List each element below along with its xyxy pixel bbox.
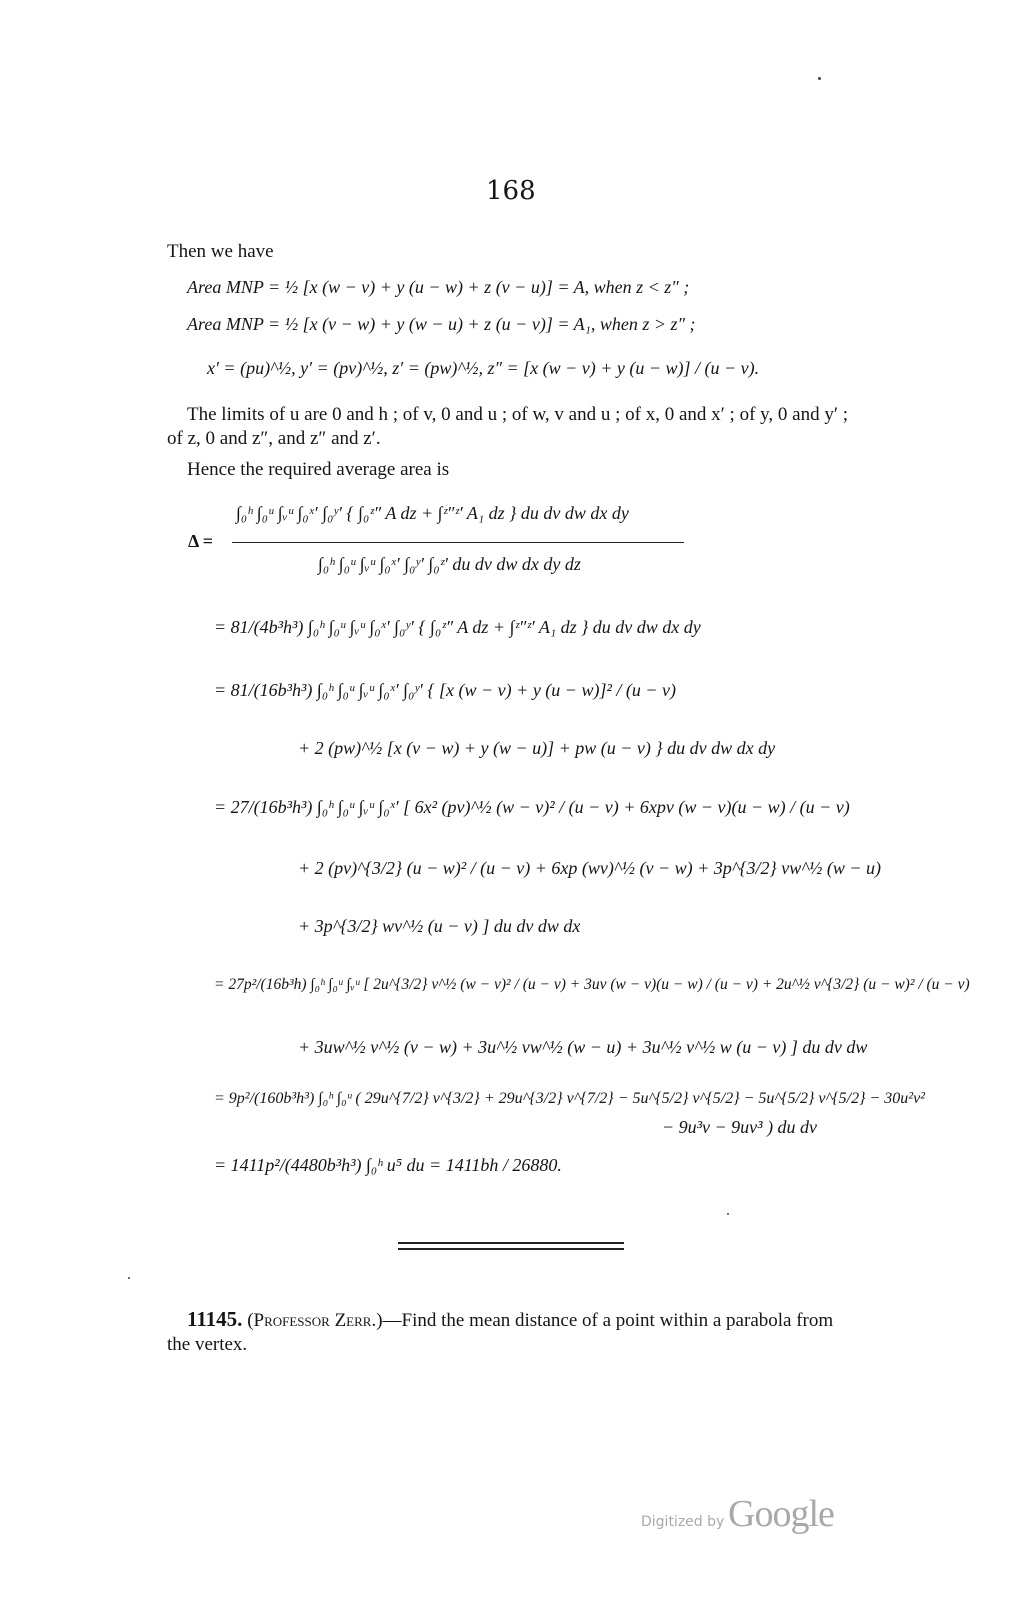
equation-area-2: Area MNP = ½ [x (v − w) + y (w − u) + z (u − v)] = A₁, when z > z″ ; <box>187 314 696 334</box>
hence-text: Hence the required average area is <box>187 459 450 480</box>
equation-area-1: Area MNP = ½ [x (w − v) + y (u − w) + z (v − u)] = A, when z < z″ ; <box>187 277 690 297</box>
delta-fraction-bar <box>232 542 684 543</box>
equation-step-3a: = 27/(16b³h³) ∫₀ʰ ∫₀ᵘ ∫ᵥᵘ ∫₀ˣ′ [ 6x² (pv)^½ (w − v)² / (u − v) + 6xpv (w − v)(u − w) / (u − v) <box>214 797 850 817</box>
equation-step-1: = 81/(4b³h³) ∫₀ʰ ∫₀ᵘ ∫ᵥᵘ ∫₀ˣ′ ∫₀ʸ′ { ∫₀ᶻ″ A dz + ∫ᶻ″ᶻ′ A₁ dz } du dv dw dx dy <box>214 617 701 637</box>
page-number: 168 <box>486 176 536 206</box>
equation-step-6: = 1411p²/(4480b³h³) ∫₀ʰ u⁵ du = 1411bh / 26880. <box>214 1155 562 1175</box>
equation-step-3b: + 2 (pv)^{3/2} (u − w)² / (u − v) + 6xp (wv)^½ (v − w) + 3p^{3/2} vw^½ (w − u) <box>298 858 881 878</box>
delta-symbol: Δ = <box>188 531 214 551</box>
equation-step-4b: + 3uw^½ v^½ (v − w) + 3u^½ vw^½ (w − u) + 3u^½ v^½ w (u − v) ] du dv dw <box>298 1037 868 1057</box>
problem-text: —Find the mean distance of a point within a parabola from the vertex. <box>167 1310 834 1355</box>
scan-speck <box>727 1213 729 1215</box>
scan-speck <box>128 1277 130 1279</box>
equation-step-2b: + 2 (pw)^½ [x (v − w) + y (w − u)] + pw (u − v) } du dv dw dx dy <box>298 738 776 758</box>
intro-text: Then we have <box>167 241 274 262</box>
equation-step-4a: = 27p²/(16b³h) ∫₀ʰ ∫₀ᵘ ∫ᵥᵘ [ 2u^{3/2} v^½ (w − v)² / (u − v) + 3uv (w − v)(u − w) / (u − v) + 2u^½ v^{3/2} (u − w)² / (u − v) <box>214 976 970 993</box>
equation-delta-denominator: ∫₀ʰ ∫₀ᵘ ∫ᵥᵘ ∫₀ˣ′ ∫₀ʸ′ ∫₀ᶻ′ du dv dw dx dy dz <box>318 554 581 574</box>
digitized-by-text: Digitized by <box>641 1514 725 1530</box>
equation-step-5a: = 9p²/(160b³h³) ∫₀ʰ ∫₀ᵘ ( 29u^{7/2} v^{3/2} + 29u^{3/2} v^{7/2} − 5u^{5/2} v^{5/2} − 5u^{5/2} v^{5/2} − 30u²v² <box>214 1090 925 1107</box>
limits-paragraph: The limits of u are 0 and h ; of v, 0 and u ; of w, v and u ; of x, 0 and x′ ; of y, 0 and y′ ; of z, 0 and z″, and z″ and z′. <box>167 404 849 449</box>
problem-paragraph <box>167 1307 857 1357</box>
problem-author: (Professor Zerr.) <box>247 1310 383 1331</box>
problem-number: 11145. <box>187 1307 243 1331</box>
equation-delta-numerator: ∫₀ʰ ∫₀ᵘ ∫ᵥᵘ ∫₀ˣ′ ∫₀ʸ′ { ∫₀ᶻ″ A dz + ∫ᶻ″ᶻ′ A₁ dz } du dv dw dx dy <box>236 503 629 523</box>
google-logo: Google <box>728 1493 834 1535</box>
equation-step-3c: + 3p^{3/2} wv^½ (u − v) ] du dv dw dx <box>298 916 581 936</box>
scan-speck <box>818 77 821 80</box>
equation-limit-definitions: x′ = (pu)^½, y′ = (pv)^½, z′ = (pw)^½, z″ = [x (w − v) + y (u − w)] / (u − v). <box>207 358 760 378</box>
equation-step-5b: − 9u³v − 9uv³ ) du dv <box>662 1117 818 1137</box>
section-rule-top <box>398 1242 624 1244</box>
section-rule-bottom <box>398 1248 624 1250</box>
equation-step-2a: = 81/(16b³h³) ∫₀ʰ ∫₀ᵘ ∫ᵥᵘ ∫₀ˣ′ ∫₀ʸ′ { [x (w − v) + y (u − w)]² / (u − v) <box>214 680 676 700</box>
